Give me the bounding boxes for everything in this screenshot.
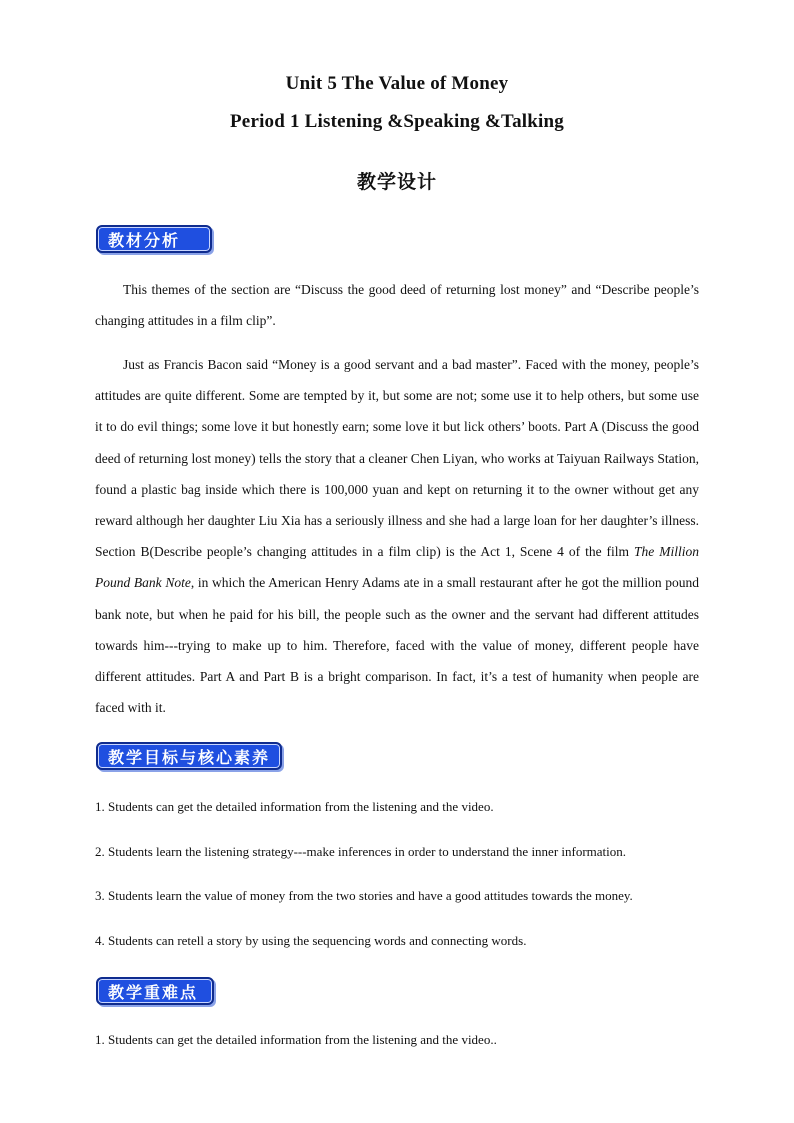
doc-title: 教学设计	[356, 171, 437, 193]
objective-item: 2. Students learn the listening strategy---make inferences in order to understand the inner information.	[95, 844, 627, 859]
objective-item: 4. Students can retell a story by using the sequencing words and connecting words.	[95, 933, 527, 948]
section-badge-key-points: 教学重难点	[96, 977, 214, 1005]
analysis-paragraph-2-part-a: Just as Francis Bacon said “Money is a good servant and a bad master”. Faced with the money, people’s attitudes are quite different. Some are tempted by it, but some are not; some use it to help others, but some use it to do evil things; some love it but honestly earn; some love it but lick others’ boots. Part A (Discuss the good deed of returning lost money) tells the story that a cleaner Chen Liyan, who works at Taiyuan Railways Station, found a plastic bag inside which there is 100,000 yuan and kept on returning it to the owner without get any reward although her daughter Liu Xia has a seriously illness and she had a large loan for her daughter’s illness. Section B(Describe people’s changing attitudes in a film clip) is the Act 1, Scene 4 of the film	[95, 357, 699, 560]
key-point-item: 1. Students can get the detailed information from the listening and the video..	[95, 1032, 497, 1047]
objective-item: 1. Students can get the detailed information from the listening and the video.	[95, 799, 494, 814]
analysis-paragraph-2-part-b: , in which the American Henry Adams ate in a small restaurant after he got the million pound bank note, but when he paid for his bill, the people such as the owner and the servant had different attitudes towards him---trying to make up to him. Therefore, faced with the value of money, different people have different attitudes. Part A and Part B is a bright comparison. In fact, it’s a test of humanity when people are faced with it.	[95, 575, 699, 716]
unit-title: Unit 5 The Value of Money	[285, 73, 509, 94]
section-badge-analysis: 教材分析	[96, 225, 212, 253]
analysis-paragraph-1: This themes of the section are “Discuss the good deed of returning lost money” and “Describe people’s changing attitudes in a film clip”.	[95, 282, 699, 329]
period-title: Period 1 Listening &Speaking &Talking	[230, 111, 564, 132]
film-title: The Million Pound Bank Note	[95, 544, 699, 591]
objective-item: 3. Students learn the value of money from the two stories and have a good attitudes towards the money.	[95, 888, 633, 903]
section-badge-objectives: 教学目标与核心素养	[96, 742, 282, 770]
analysis-paragraph-2	[95, 349, 699, 723]
